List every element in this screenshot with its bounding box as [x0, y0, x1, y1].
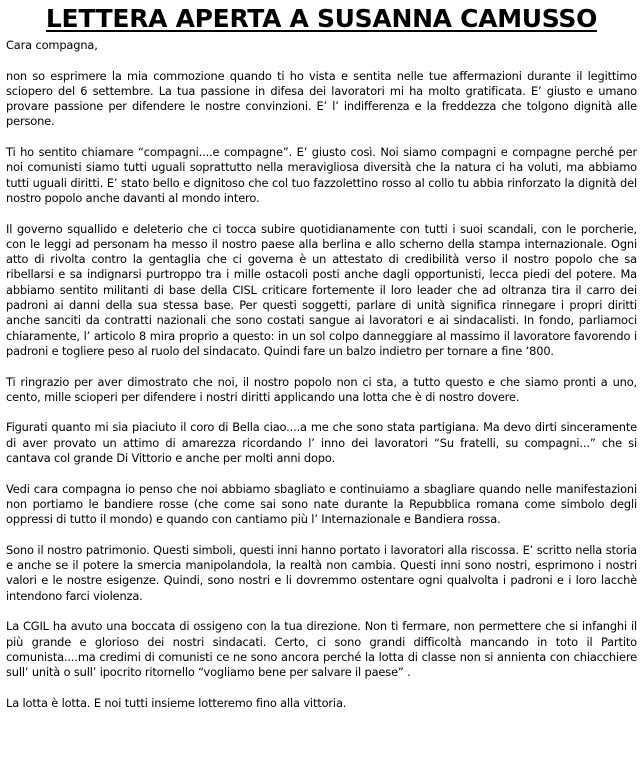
paragraph-2: Ti ho sentito chiamare “compagni....e compagne”. E’ giusto così. Noi siamo compagni e compagne perché per noi comunisti siamo tutti uguali soprattutto nella meravigliosa diversità che la natura ci ha voluti, ma abbiamo tutti uguali diritti. E’ stato bello e dignitoso che col tuo fazzolettino rosso al collo tu abbia rinforzato la dignità del nostro popolo anche davanti al mondo intero.	[6, 145, 637, 205]
salutation: Cara compagna,	[6, 38, 98, 52]
letter-page	[6, 4, 637, 711]
letter-body	[6, 38, 637, 711]
paragraph-8: La CGIL ha avuto una boccata di ossigeno con la tua direzione. Non ti fermare, non permettere che si infanghi il più grande e glorioso dei nostri sindacati. Certo, ci sono grandi difficoltà mancando in toto il Partito comunista....ma credimi di comunisti ce ne sono ancora perché la lotta di classe non si annienta con chiacchiere sull’ unità o sull’ ipocrito ritornello “vogliamo bene per salvare il paese” .	[6, 619, 637, 680]
paragraph-5: Figurati quanto mi sia piaciuto il coro di Bella ciao....a me che sono stata partigiana. Ma devo dirti sinceramente di aver provato un attimo di amarezza ricordando l’ inno dei lavoratori “Su fratelli, su compagni...” che si cantava col grande Di Vittorio e anche per molti anni dopo.	[6, 420, 637, 466]
closing-line: La lotta è lotta. E noi tutti insieme lotteremo fino alla vittoria.	[6, 695, 347, 710]
letter-title: LETTERA APERTA A SUSANNA CAMUSSO	[45, 4, 598, 33]
paragraph-4: Ti ringrazio per aver dimostrato che noi, il nostro popolo non ci sta, a tutto questo e che siamo pronti a uno, cento, mille scioperi per difendere i nostri diritti applicando una lotta che è di nostro dovere.	[6, 374, 637, 404]
paragraph-7: Sono il nostro patrimonio. Questi simboli, questi inni hanno portato i lavoratori alla riscossa. E’ scritto nella storia e anche se il potere la smercia manipolandola, la realtà non cambia. Questi inni sono nostri, esprimono i nostri valori e le nostre esigenze. Quindi, sono nostri e li dovremmo ostentare ogni qualvolta i padroni e i loro lacchè intendono farci violenza.	[6, 542, 637, 603]
paragraph-1: non so esprimere la mia commozione quando ti ho vista e sentita nelle tue affermazioni durante il legittimo sciopero del 6 settembre. La tua passione in difesa dei lavoratori mi ha molto gratificata. E’ giusto e umano provare passione per difendere le nostre convinzioni. E’ l’ indifferenza e la freddezza che tolgono dignità alle persone.	[6, 68, 637, 129]
paragraph-6: Vedi cara compagna io penso che noi abbiamo sbagliato e continuiamo a sbagliare quando nelle manifestazioni non portiamo le bandiere rosse (che come sai sono nate durante la Repubblica romana come simbolo degli oppressi di tutto il mondo) e quando con cantiamo più l’ Internazionale e Bandiera rossa.	[6, 481, 637, 527]
paragraph-3: Il governo squallido e deleterio che ci tocca subire quotidianamente con tutti i suoi scandali, con le porcherie, con le leggi ad personam ha messo il nostro paese alla berlina e allo scherno della stampa internazionale. Ogni atto di rivolta contro la gentaglia che ci governa è un attestato di credibilità verso il nostro popolo che sa ribellarsi e sa indignarsi purtroppo tra i mille ostacoli posti anche dagli opportunisti, lecca piedi del potere. Ma abbiamo sentito militanti di base della CISL criticare fortemente il loro leader che ad oltranza tira il carro dei padroni ai danni della sua stessa base. Per questi soggetti, parlare di unità significa rinnegare i propri diritti anche sanciti da contratti nazionali che sono costati sangue ai lavoratori e ai sindacalisti. In fondo, parliamoci chiaramente, l’ articolo 8 mira proprio a questo: in un sol colpo danneggiare al massimo il lavoratore favorendo i padroni e togliere peso al ruolo del sindacato. Quindi fare un balzo indietro per tornare a fine ‘800.	[6, 221, 637, 358]
